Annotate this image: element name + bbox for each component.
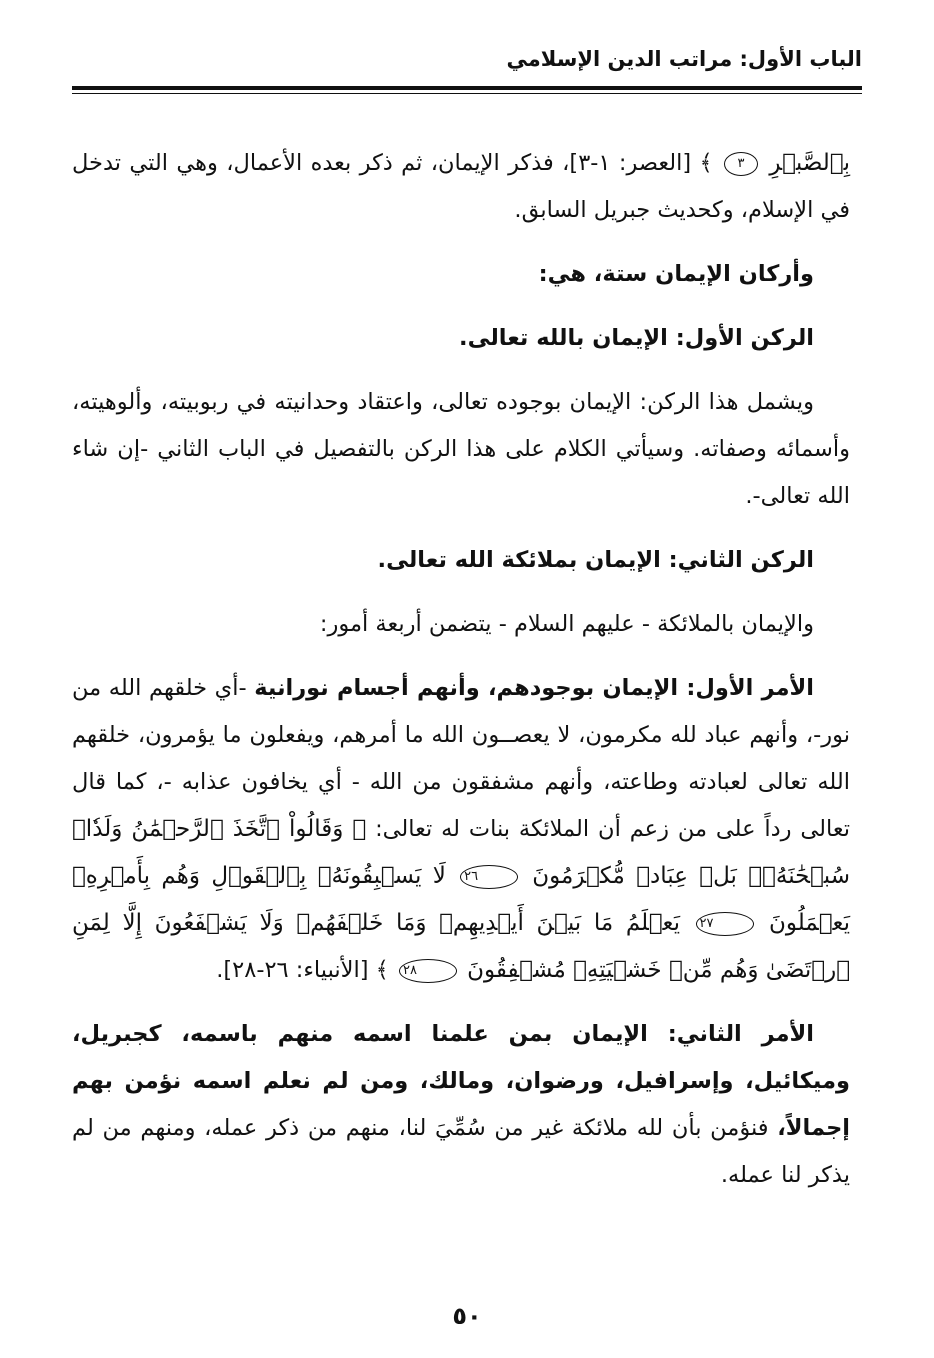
quran-quote: لَا يَسۡبِقُونَهُۥ بِٱلۡقَوۡلِ وَهُم بِأَمۡرِهِۦ يَعۡمَلُونَ: [72, 863, 850, 936]
matter-1: [72, 665, 850, 994]
quran-citation: ﴾ [الأنبياء: ٢٦-٢٨].: [216, 957, 389, 983]
paragraph-quran-end: [72, 140, 850, 234]
quran-quote: ﴿ وَقَالُواْ ٱتَّخَذَ ٱلرَّحۡمَٰنُ وَلَدٗاۗ سُبۡحَٰنَهُۥۚ بَلۡ عِبَادٞ مُّكۡرَمُونَ: [72, 816, 850, 889]
body-text: [72, 140, 850, 1216]
matter-2: [72, 1011, 850, 1199]
page-number: ٥٠: [452, 1302, 482, 1330]
matter-1-lead: الأمر الأول: الإيمان بوجودهم، وأنهم أجسام نورانية: [254, 675, 814, 701]
ayah-number-marker: ٢٨: [399, 959, 457, 983]
ayah-number-marker: ٢٦: [460, 865, 518, 889]
matter-2-lead: الأمر الثاني: الإيمان بمن علمنا اسمه منهم باسمه، كجبريل، وميكائيل، وإسرافيل، ورضوان، ومالك، ومن لم نعلم اسمه نؤمن بهم إجمالاً،: [72, 1021, 850, 1141]
header-rule-thin: [72, 93, 862, 94]
ayah-number-marker: ٢٧: [696, 912, 754, 936]
running-header: الباب الأول: مراتب الدين الإسلامي: [506, 47, 862, 71]
quran-quote: يَعۡلَمُ مَا بَيۡنَ أَيۡدِيهِمۡ وَمَا خَلۡفَهُمۡ وَلَا يَشۡفَعُونَ إِلَّا لِمَنِ ٱرۡتَضَىٰ وَهُم مِّنۡ خَشۡيَتِهِۦ مُشۡفِقُونَ: [72, 910, 850, 983]
pillar-1-heading: الركن الأول: الإيمان بالله تعالى.: [459, 325, 814, 351]
paragraph-text: ﴾ [العصر: ١-٣]، فذكر الإيمان، ثم ذكر بعده الأعمال، وهي التي تدخل في الإسلام، وكحديث جبريل السابق.: [72, 150, 850, 223]
pillar-1-text: ويشمل هذا الركن: الإيمان بوجوده تعالى، واعتقاد وحدانيته في ربوبيته، وألوهيته، وأسمائه وصفاته. وسيأتي الكلام على هذا الركن بالتفصيل في الباب الثاني -إن شاء الله تعالى-.: [72, 389, 850, 509]
pillar-2-heading: الركن الثاني: الإيمان بملائكة الله تعالى.: [377, 547, 814, 573]
pillars-intro: وأركان الإيمان ستة، هي:: [538, 261, 814, 287]
quran-quote: بِٱلصَّبۡرِ: [769, 150, 851, 176]
matter-1-text: -أي خلقهم الله من نور-، وأنهم عباد لله مكرمون، لا يعصــون الله ما أمرهم، ويفعلون ما يؤمرون، خلقهم الله تعالى لعبادته وطاعته، وأنهم مشفقون من الله - أي يخافون عذابه -، كما قال تعالى رداً على من زعم أن الملائكة بنات له تعالى:: [72, 675, 851, 842]
ayah-number-marker: ٣: [724, 152, 758, 176]
matter-2-text: فنؤمن بأن لله ملائكة غير من سُمِّيَ لنا، منهم من ذكر عمله، ومنهم من لم يذكر لنا عمله.: [72, 1115, 850, 1188]
angels-intro: والإيمان بالملائكة - عليهم السلام - يتضمن أربعة أمور:: [319, 611, 814, 637]
header-rule-thick: [72, 86, 862, 90]
